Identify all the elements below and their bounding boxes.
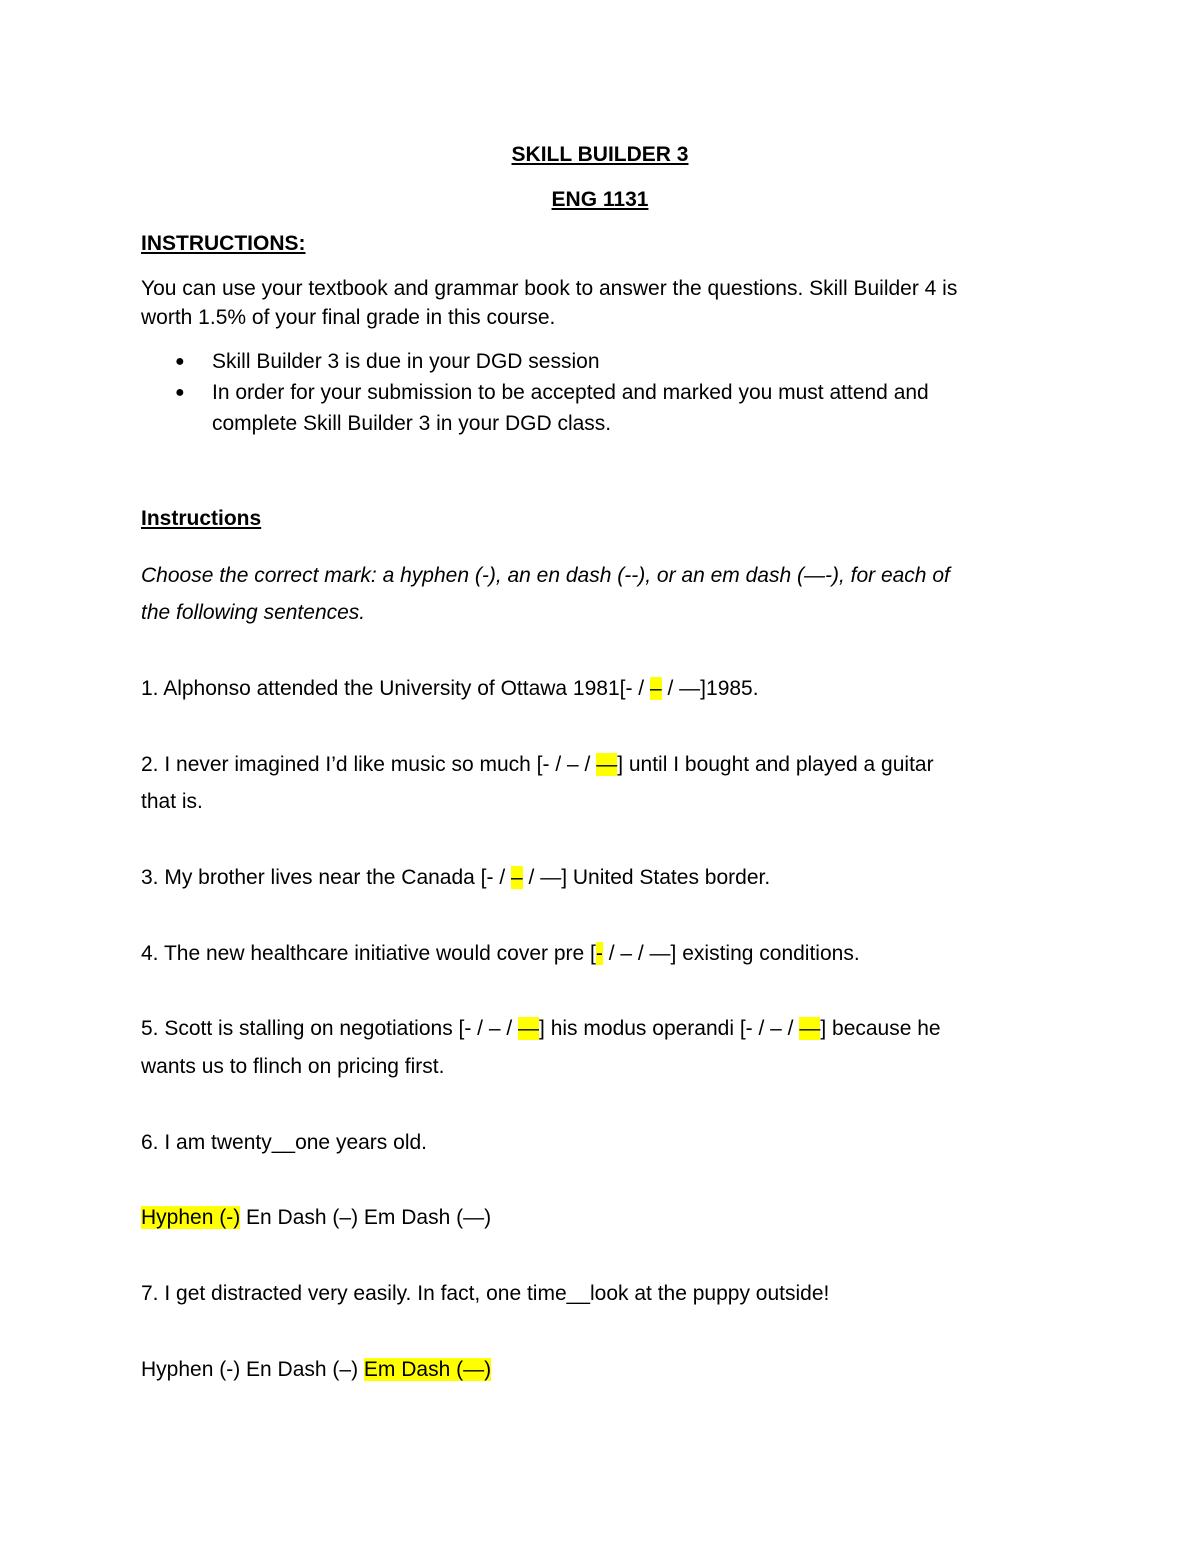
question-2: 2. I never imagined I’d like music so much [- / – / —] until I bought and played a guitar: [141, 753, 934, 776]
question-7-options: Hyphen (-) En Dash (–) Em Dash (—): [141, 1358, 492, 1381]
directions-line-2: the following sentences.: [141, 601, 366, 624]
intro-line-1: You can use your textbook and grammar book to answer the questions. Skill Builder 4 is: [141, 277, 958, 300]
answer-highlight: -: [595, 942, 603, 965]
instructions-heading: INSTRUCTIONS:: [141, 232, 306, 255]
bullet-icon: ●: [175, 384, 185, 401]
question-5: 5. Scott is stalling on negotiations [- / – / —] his modus operandi [- / – / —] because he: [141, 1017, 941, 1040]
question-7: 7. I get distracted very easily. In fact, one time__look at the puppy outside!: [141, 1282, 830, 1305]
question-2-line-2: that is.: [141, 790, 203, 813]
directions-line-1: Choose the correct mark: a hyphen (-), an en dash (--), or an em dash (—-), for each of: [141, 564, 950, 587]
section-heading: Instructions: [141, 507, 262, 530]
question-3: 3. My brother lives near the Canada [- / – / —] United States border.: [141, 866, 771, 889]
answer-highlight: —: [799, 1017, 821, 1040]
question-5-line-2: wants us to flinch on pricing first.: [141, 1055, 445, 1078]
question-1: 1. Alphonso attended the University of Ottawa 1981[- / – / —]1985.: [141, 677, 759, 700]
question-4: 4. The new healthcare initiative would cover pre [- / – / —] existing conditions.: [141, 942, 860, 965]
answer-highlight: –: [649, 677, 662, 700]
bullet-item-1: Skill Builder 3 is due in your DGD session: [212, 350, 600, 373]
bullet-icon: ●: [175, 353, 185, 370]
answer-highlight: –: [511, 866, 523, 889]
document-title: SKILL BUILDER 3: [511, 143, 689, 166]
answer-highlight: —: [596, 753, 618, 776]
bullet-item-2-line-2: complete Skill Builder 3 in your DGD class.: [212, 412, 612, 435]
answer-highlight: —: [518, 1017, 540, 1040]
answer-highlight: Hyphen (-): [141, 1206, 241, 1229]
answer-highlight: Em Dash (—): [363, 1358, 492, 1381]
bullet-item-2-line-1: In order for your submission to be accepted and marked you must attend and: [212, 381, 929, 404]
question-6: 6. I am twenty__one years old.: [141, 1131, 427, 1154]
course-code: ENG 1131: [551, 188, 649, 211]
intro-line-2: worth 1.5% of your final grade in this course.: [141, 306, 556, 329]
question-6-options: Hyphen (-) En Dash (–) Em Dash (—): [141, 1206, 492, 1229]
